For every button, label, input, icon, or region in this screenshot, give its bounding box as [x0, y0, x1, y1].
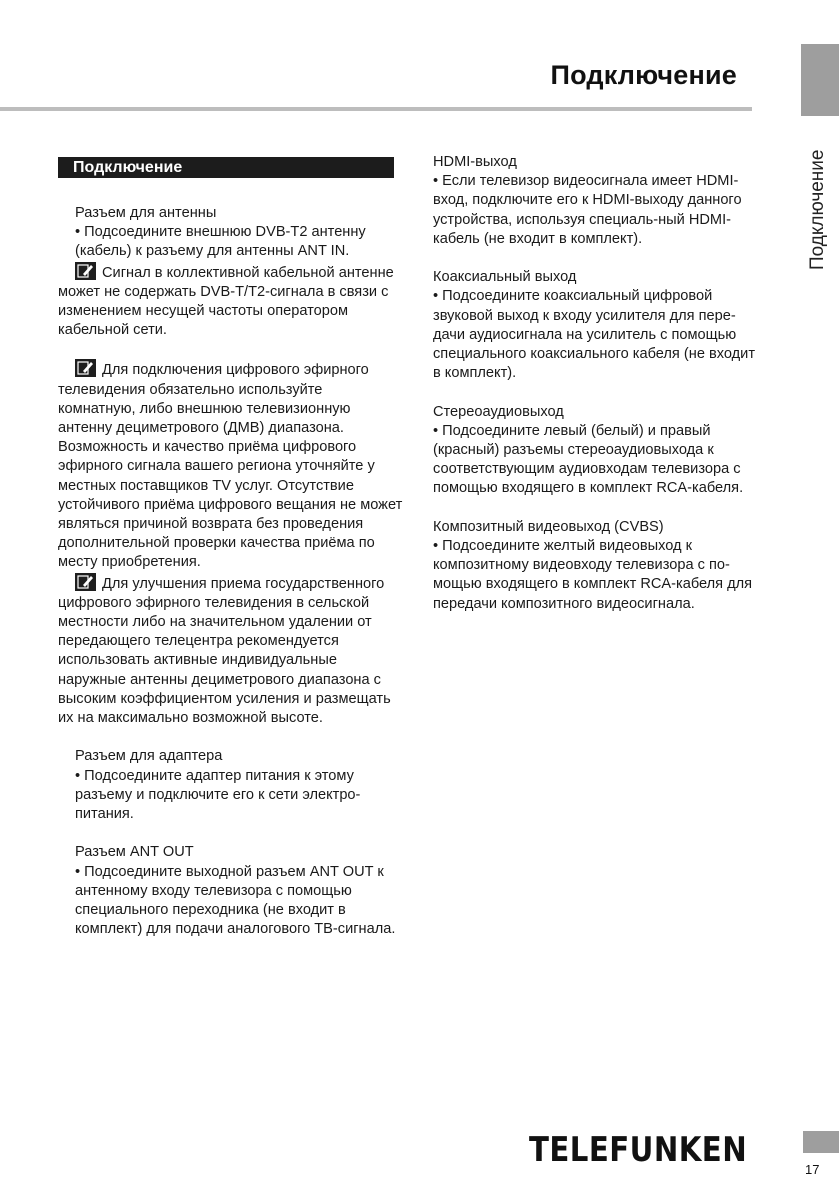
side-tab-label: Подключение: [807, 149, 828, 270]
header-divider: [0, 107, 752, 111]
coaxial-subhead: Коаксиальный выход: [433, 269, 577, 286]
side-tab-marker: [801, 44, 839, 116]
page-title: Подключение: [550, 60, 737, 90]
adapter-bullet: • Подсоедините адаптер питания к этому разъему и подключите его к сети электро-питания.: [75, 767, 361, 823]
composite-block: [416, 518, 761, 614]
note-pencil-icon: [75, 262, 96, 280]
coaxial-bullet: • Подсоедините коаксиальный цифровой звуковой выход к входу усилителя для пере-дачи аудиосигнала на усилитель с помощью специального коаксиального кабеля (не входит в комплект).: [433, 288, 756, 382]
ant-out-subhead: Разъем ANT OUT: [75, 844, 194, 861]
antenna-bullet: • Подсоедините внешнюю DVB-T2 антенну (кабель) к разъему для антенны ANT IN.: [75, 224, 366, 260]
hdmi-bullet: • Если телевизор видеосигнала имеет HDMI-вход, подключите его к HDMI-выходу данного устройства, используя специаль-ный HDMI-кабель (не входит в комплект).: [433, 173, 742, 247]
left-column: [58, 157, 403, 959]
antenna-block: [58, 204, 403, 728]
section-title-bar: Подключение: [58, 157, 394, 178]
antenna-note-1-text: Сигнал в коллективной кабельной антенне может не содержать DVB-T/T2-сигнала в связи с изменением несущей частоты оператором кабельной сети.: [58, 264, 394, 339]
page-number: 17: [805, 1162, 820, 1177]
antenna-note-3: [58, 573, 403, 729]
note-pencil-icon: [75, 359, 96, 377]
right-column: [416, 153, 761, 633]
coaxial-block: [416, 268, 761, 383]
antenna-subhead: Разъем для антенны: [75, 205, 217, 221]
antenna-note-2: [58, 359, 403, 572]
adapter-block: [58, 747, 403, 824]
ant-out-bullet: • Подсоедините выходной разъем ANT OUT к антенному входу телевизора с помощью специального переходника (не входит в комплект) для подачи аналогового ТВ-сигнала.: [75, 863, 396, 938]
brand-logo: TELEFUNKEN: [529, 1130, 748, 1170]
composite-bullet: • Подсоедините желтый видеовыход к композитному видеовходу телевизора с по-мощью входящего в комплект RCA-кабеля для передачи композитного видеосигнала.: [433, 538, 753, 612]
antenna-note-1: [58, 262, 403, 341]
hdmi-subhead: HDMI-выход: [433, 154, 517, 170]
note-pencil-icon: [75, 573, 96, 591]
stereo-bullet: • Подсоедините левый (белый) и правый (красный) разъемы стереоаудиовыхода к соответствующим аудиовходам телевизора с помощью входящего в комплект RCA-кабеля.: [433, 422, 744, 497]
page-number-marker: [803, 1131, 839, 1153]
composite-subhead: Композитный видеовыход (CVBS): [433, 518, 664, 535]
ant-out-block: [58, 843, 403, 939]
stereo-block: [416, 403, 761, 499]
antenna-note-3-text: Для улучшения приема государственного цифрового эфирного телевидения в сельской местности либо на значительном удалении от передающего телецентра рекомендуется использовать активные индивидуальные наружные антенны дециметрового диапазона с высоким коэффициентом усиления и размещать их на максимально возможной высоте.: [58, 575, 391, 727]
stereo-subhead: Стереоаудиовыход: [433, 403, 564, 420]
hdmi-block: [416, 153, 761, 249]
antenna-note-2-text: Для подключения цифрового эфирного телевидения обязательно используйте комнатную, либо внешнюю телевизионную антенну дециметрового (ДМВ) диапазона. Возможность и качество приёма цифрового эфирного сигнала вашего региона уточняйте у местных поставщиков TV услуг. Отсутствие устойчивого приёма цифрового вещания не может являться причиной возврата без проведения дополнительной проверки качества приёма по месту приобретения.: [58, 362, 403, 571]
adapter-subhead: Разъем для адаптера: [75, 748, 223, 765]
